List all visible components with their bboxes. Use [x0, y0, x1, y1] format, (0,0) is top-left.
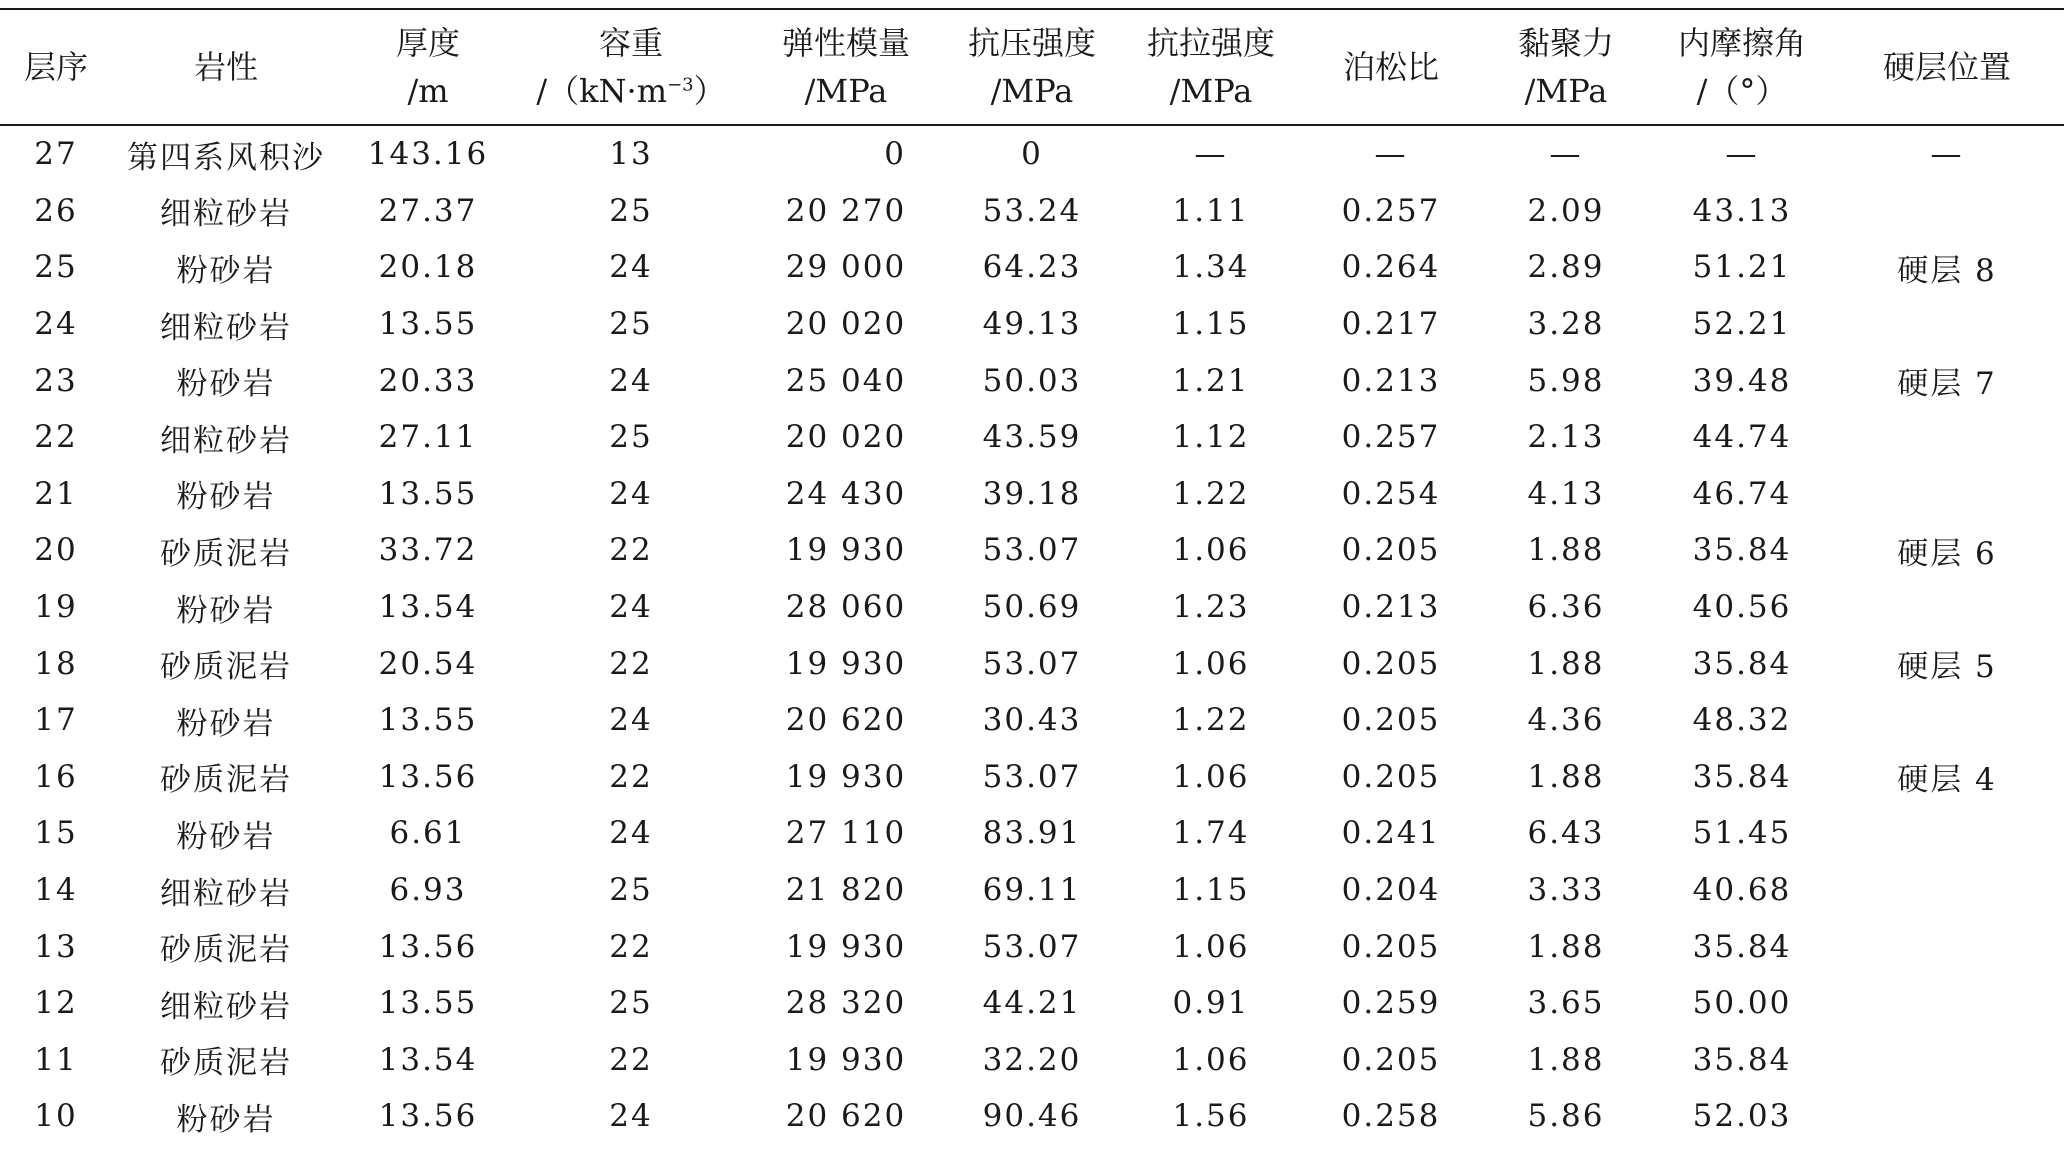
cell-friction-angle: 40.56	[1692, 589, 1792, 626]
cell-layer-order: 19	[34, 589, 78, 626]
cell-poisson-ratio: —	[1374, 136, 1408, 173]
cell-thickness: 143.16	[367, 136, 489, 173]
table-row	[0, 862, 2064, 919]
rock-properties-table-container	[0, 8, 2064, 1145]
cell-tensile-strength: 1.06	[1172, 758, 1250, 795]
cell-friction-angle: —	[1725, 136, 1759, 173]
cell-poisson-ratio: 0.258	[1341, 1098, 1441, 1135]
header-compressive-strength: 抗压强度 /MPa	[946, 9, 1118, 125]
cell-hard-layer-position: 硬层 4	[1897, 762, 1997, 799]
cell-elastic-modulus: 19 930	[785, 928, 907, 965]
cell-compressive-strength: 53.07	[982, 758, 1082, 795]
cell-hard-layer-position	[1830, 296, 2064, 353]
cell-layer-order: 10	[34, 1098, 78, 1135]
cell-friction-angle: 50.00	[1692, 985, 1792, 1022]
cell-unit-weight: 24	[609, 589, 653, 626]
cell-poisson-ratio: 0.205	[1341, 532, 1441, 569]
cell-layer-order: 21	[34, 475, 78, 512]
cell-tensile-strength: 1.74	[1172, 815, 1250, 852]
cell-poisson-ratio: 0.217	[1341, 306, 1441, 343]
cell-poisson-ratio: 0.204	[1341, 872, 1441, 909]
cell-elastic-modulus: 25 040	[785, 362, 907, 399]
header-unit-weight: 容重 $/(kN\cdot m^{-3})$	[516, 9, 746, 125]
cell-unit-weight: 25	[609, 192, 653, 229]
cell-friction-angle: 52.21	[1692, 306, 1792, 343]
cell-cohesion: 6.43	[1527, 815, 1605, 852]
cell-elastic-modulus: 27 110	[785, 815, 907, 852]
cell-compressive-strength: 53.07	[982, 928, 1082, 965]
cell-friction-angle: 51.45	[1692, 815, 1792, 852]
cell-tensile-strength: 1.23	[1172, 589, 1250, 626]
cell-friction-angle: 40.68	[1692, 872, 1792, 909]
cell-layer-order: 20	[34, 532, 78, 569]
table-row	[0, 125, 2064, 183]
table-row	[0, 1032, 2064, 1089]
cell-poisson-ratio: 0.205	[1341, 702, 1441, 739]
cell-elastic-modulus: 20 020	[785, 419, 907, 456]
cell-thickness: 13.54	[378, 1041, 478, 1078]
cell-unit-weight: 24	[609, 1098, 653, 1135]
cell-lithology: 粉砂岩	[176, 818, 276, 855]
cell-layer-order: 23	[34, 362, 78, 399]
cell-cohesion: 2.89	[1527, 249, 1605, 286]
cell-compressive-strength: 83.91	[982, 815, 1082, 852]
header-elastic-modulus: 弹性模量 /MPa	[746, 9, 946, 125]
cell-poisson-ratio: 0.257	[1341, 419, 1441, 456]
cell-cohesion: 1.88	[1527, 645, 1605, 682]
cell-tensile-strength: 1.34	[1172, 249, 1250, 286]
header-cohesion: 黏聚力 /MPa	[1478, 9, 1654, 125]
cell-layer-order: 18	[34, 645, 78, 682]
cell-unit-weight: 22	[609, 758, 653, 795]
cell-thickness: 6.61	[389, 815, 467, 852]
cell-poisson-ratio: 0.254	[1341, 475, 1441, 512]
cell-cohesion: 1.88	[1527, 1041, 1605, 1078]
cell-compressive-strength: 53.07	[982, 645, 1082, 682]
cell-elastic-modulus: 28 060	[785, 589, 907, 626]
cell-compressive-strength: 0	[1021, 136, 1043, 173]
cell-friction-angle: 39.48	[1692, 362, 1792, 399]
cell-layer-order: 15	[34, 815, 78, 852]
cell-elastic-modulus: 19 930	[785, 1041, 907, 1078]
header-poisson-ratio: 泊松比	[1304, 9, 1478, 125]
cell-lithology: 砂质泥岩	[160, 762, 292, 799]
cell-layer-order: 25	[34, 249, 78, 286]
cell-hard-layer-position	[1830, 409, 2064, 466]
cell-compressive-strength: 44.21	[982, 985, 1082, 1022]
header-layer-order: 层序	[0, 9, 112, 125]
cell-elastic-modulus: 20 020	[785, 306, 907, 343]
cell-lithology: 粉砂岩	[176, 1101, 276, 1138]
table-header-row	[0, 9, 2064, 125]
cell-elastic-modulus: 0	[884, 136, 906, 173]
cell-unit-weight: 13	[609, 136, 653, 173]
cell-lithology: 粉砂岩	[176, 592, 276, 629]
cell-layer-order: 16	[34, 758, 78, 795]
cell-cohesion: 3.28	[1527, 306, 1605, 343]
cell-elastic-modulus: 20 270	[785, 192, 907, 229]
cell-poisson-ratio: 0.264	[1341, 249, 1441, 286]
cell-cohesion: 6.36	[1527, 589, 1605, 626]
header-lithology: 岩性	[112, 9, 340, 125]
cell-elastic-modulus: 20 620	[785, 702, 907, 739]
cell-thickness: 20.18	[378, 249, 478, 286]
cell-poisson-ratio: 0.259	[1341, 985, 1441, 1022]
cell-cohesion: 1.88	[1527, 532, 1605, 569]
cell-poisson-ratio: 0.213	[1341, 362, 1441, 399]
cell-friction-angle: 43.13	[1692, 192, 1792, 229]
cell-lithology: 第四系风积沙	[127, 139, 325, 176]
cell-hard-layer-position: 硬层 8	[1897, 252, 1997, 289]
cell-layer-order: 22	[34, 419, 78, 456]
cell-poisson-ratio: 0.241	[1341, 815, 1441, 852]
cell-unit-weight: 25	[609, 306, 653, 343]
cell-friction-angle: 46.74	[1692, 475, 1792, 512]
table-row	[0, 239, 2064, 296]
cell-elastic-modulus: 19 930	[785, 532, 907, 569]
rock-properties-table	[0, 8, 2064, 1145]
cell-compressive-strength: 50.03	[982, 362, 1082, 399]
cell-tensile-strength: 0.91	[1172, 985, 1250, 1022]
cell-layer-order: 14	[34, 872, 78, 909]
cell-thickness: 13.54	[378, 589, 478, 626]
table-row	[0, 466, 2064, 523]
cell-cohesion: 3.33	[1527, 872, 1605, 909]
cell-lithology: 细粒砂岩	[160, 309, 292, 346]
cell-lithology: 细粒砂岩	[160, 196, 292, 233]
cell-tensile-strength: 1.21	[1172, 362, 1250, 399]
cell-poisson-ratio: 0.257	[1341, 192, 1441, 229]
cell-lithology: 细粒砂岩	[160, 875, 292, 912]
cell-compressive-strength: 53.07	[982, 532, 1082, 569]
cell-lithology: 砂质泥岩	[160, 649, 292, 686]
cell-compressive-strength: 50.69	[982, 589, 1082, 626]
cell-friction-angle: 51.21	[1692, 249, 1792, 286]
cell-cohesion: 4.13	[1527, 475, 1605, 512]
cell-hard-layer-position	[1830, 975, 2064, 1032]
cell-thickness: 20.54	[378, 645, 478, 682]
cell-tensile-strength: 1.06	[1172, 532, 1250, 569]
table-row	[0, 522, 2064, 579]
table-row	[0, 975, 2064, 1032]
cell-friction-angle: 35.84	[1692, 532, 1792, 569]
cell-thickness: 27.11	[378, 419, 478, 456]
table-body	[0, 125, 2064, 1145]
cell-layer-order: 13	[34, 928, 78, 965]
table-row	[0, 1088, 2064, 1145]
cell-thickness: 13.55	[378, 702, 478, 739]
header-thickness: 厚度 /m	[340, 9, 516, 125]
cell-hard-layer-position: 硬层 6	[1897, 535, 1997, 572]
cell-compressive-strength: 32.20	[982, 1041, 1082, 1078]
cell-elastic-modulus: 28 320	[785, 985, 907, 1022]
cell-layer-order: 11	[34, 1041, 78, 1078]
table-row	[0, 635, 2064, 692]
cell-elastic-modulus: 19 930	[785, 758, 907, 795]
cell-friction-angle: 44.74	[1692, 419, 1792, 456]
table-row	[0, 409, 2064, 466]
cell-compressive-strength: 69.11	[982, 872, 1082, 909]
cell-tensile-strength: 1.06	[1172, 1041, 1250, 1078]
table-row	[0, 805, 2064, 862]
cell-tensile-strength: 1.22	[1172, 702, 1250, 739]
cell-hard-layer-position	[1830, 1088, 2064, 1145]
cell-hard-layer-position	[1830, 183, 2064, 240]
cell-lithology: 砂质泥岩	[160, 1045, 292, 1082]
cell-poisson-ratio: 0.205	[1341, 928, 1441, 965]
cell-tensile-strength: 1.22	[1172, 475, 1250, 512]
cell-cohesion: —	[1549, 136, 1583, 173]
cell-lithology: 细粒砂岩	[160, 422, 292, 459]
cell-unit-weight: 24	[609, 362, 653, 399]
header-tensile-strength: 抗拉强度 /MPa	[1118, 9, 1304, 125]
cell-cohesion: 1.88	[1527, 758, 1605, 795]
cell-hard-layer-position	[1830, 579, 2064, 636]
cell-compressive-strength: 90.46	[982, 1098, 1082, 1135]
cell-compressive-strength: 64.23	[982, 249, 1082, 286]
cell-thickness: 13.56	[378, 928, 478, 965]
cell-lithology: 粉砂岩	[176, 366, 276, 403]
cell-unit-weight: 24	[609, 702, 653, 739]
cell-poisson-ratio: 0.205	[1341, 758, 1441, 795]
table-row	[0, 296, 2064, 353]
cell-lithology: 粉砂岩	[176, 479, 276, 516]
cell-poisson-ratio: 0.205	[1341, 645, 1441, 682]
cell-cohesion: 4.36	[1527, 702, 1605, 739]
cell-tensile-strength: 1.11	[1172, 192, 1250, 229]
cell-compressive-strength: 49.13	[982, 306, 1082, 343]
cell-cohesion: 5.98	[1527, 362, 1605, 399]
cell-tensile-strength: 1.15	[1172, 306, 1250, 343]
cell-friction-angle: 52.03	[1692, 1098, 1792, 1135]
cell-poisson-ratio: 0.213	[1341, 589, 1441, 626]
cell-compressive-strength: 53.24	[982, 192, 1082, 229]
cell-cohesion: 5.86	[1527, 1098, 1605, 1135]
cell-friction-angle: 35.84	[1692, 645, 1792, 682]
cell-tensile-strength: 1.06	[1172, 928, 1250, 965]
cell-lithology: 细粒砂岩	[160, 988, 292, 1025]
cell-hard-layer-position	[1830, 862, 2064, 919]
cell-lithology: 粉砂岩	[176, 252, 276, 289]
header-hard-layer-position: 硬层位置	[1830, 9, 2064, 125]
cell-tensile-strength: 1.06	[1172, 645, 1250, 682]
cell-tensile-strength: 1.15	[1172, 872, 1250, 909]
cell-elastic-modulus: 29 000	[785, 249, 907, 286]
header-friction-angle: 内摩擦角 /（°）	[1654, 9, 1830, 125]
cell-unit-weight: 22	[609, 645, 653, 682]
cell-hard-layer-position: —	[1930, 136, 1964, 173]
cell-layer-order: 12	[34, 985, 78, 1022]
cell-layer-order: 17	[34, 702, 78, 739]
cell-compressive-strength: 39.18	[982, 475, 1082, 512]
cell-cohesion: 3.65	[1527, 985, 1605, 1022]
cell-tensile-strength: 1.56	[1172, 1098, 1250, 1135]
cell-layer-order: 24	[34, 306, 78, 343]
table-row	[0, 749, 2064, 806]
table-row	[0, 183, 2064, 240]
cell-tensile-strength: 1.12	[1172, 419, 1250, 456]
cell-unit-weight: 25	[609, 985, 653, 1022]
cell-unit-weight: 24	[609, 475, 653, 512]
cell-thickness: 13.56	[378, 758, 478, 795]
cell-layer-order: 27	[34, 136, 78, 173]
table-row	[0, 918, 2064, 975]
cell-unit-weight: 24	[609, 815, 653, 852]
cell-thickness: 33.72	[378, 532, 478, 569]
cell-unit-weight: 22	[609, 1041, 653, 1078]
cell-hard-layer-position	[1830, 466, 2064, 523]
cell-unit-weight: 22	[609, 532, 653, 569]
cell-thickness: 20.33	[378, 362, 478, 399]
cell-cohesion: 2.13	[1527, 419, 1605, 456]
cell-friction-angle: 48.32	[1692, 702, 1792, 739]
cell-thickness: 13.55	[378, 306, 478, 343]
cell-unit-weight: 22	[609, 928, 653, 965]
cell-unit-weight: 25	[609, 419, 653, 456]
cell-thickness: 13.55	[378, 475, 478, 512]
table-row	[0, 692, 2064, 749]
cell-hard-layer-position: 硬层 7	[1897, 366, 1997, 403]
cell-cohesion: 1.88	[1527, 928, 1605, 965]
cell-lithology: 砂质泥岩	[160, 535, 292, 572]
cell-cohesion: 2.09	[1527, 192, 1605, 229]
cell-hard-layer-position	[1830, 692, 2064, 749]
cell-unit-weight: 24	[609, 249, 653, 286]
cell-lithology: 粉砂岩	[176, 705, 276, 742]
cell-elastic-modulus: 21 820	[785, 872, 907, 909]
cell-thickness: 6.93	[389, 872, 467, 909]
cell-friction-angle: 35.84	[1692, 928, 1792, 965]
cell-elastic-modulus: 24 430	[785, 475, 907, 512]
table-row	[0, 352, 2064, 409]
cell-elastic-modulus: 20 620	[785, 1098, 907, 1135]
cell-lithology: 砂质泥岩	[160, 932, 292, 969]
cell-poisson-ratio: 0.205	[1341, 1041, 1441, 1078]
cell-thickness: 27.37	[378, 192, 478, 229]
cell-tensile-strength: —	[1194, 136, 1228, 173]
table-row	[0, 579, 2064, 636]
cell-friction-angle: 35.84	[1692, 1041, 1792, 1078]
cell-elastic-modulus: 19 930	[785, 645, 907, 682]
cell-thickness: 13.55	[378, 985, 478, 1022]
cell-compressive-strength: 30.43	[982, 702, 1082, 739]
cell-unit-weight: 25	[609, 872, 653, 909]
cell-hard-layer-position: 硬层 5	[1897, 649, 1997, 686]
cell-hard-layer-position	[1830, 1032, 2064, 1089]
cell-compressive-strength: 43.59	[982, 419, 1082, 456]
cell-thickness: 13.56	[378, 1098, 478, 1135]
cell-friction-angle: 35.84	[1692, 758, 1792, 795]
cell-hard-layer-position	[1830, 805, 2064, 862]
cell-layer-order: 26	[34, 192, 78, 229]
cell-hard-layer-position	[1830, 918, 2064, 975]
